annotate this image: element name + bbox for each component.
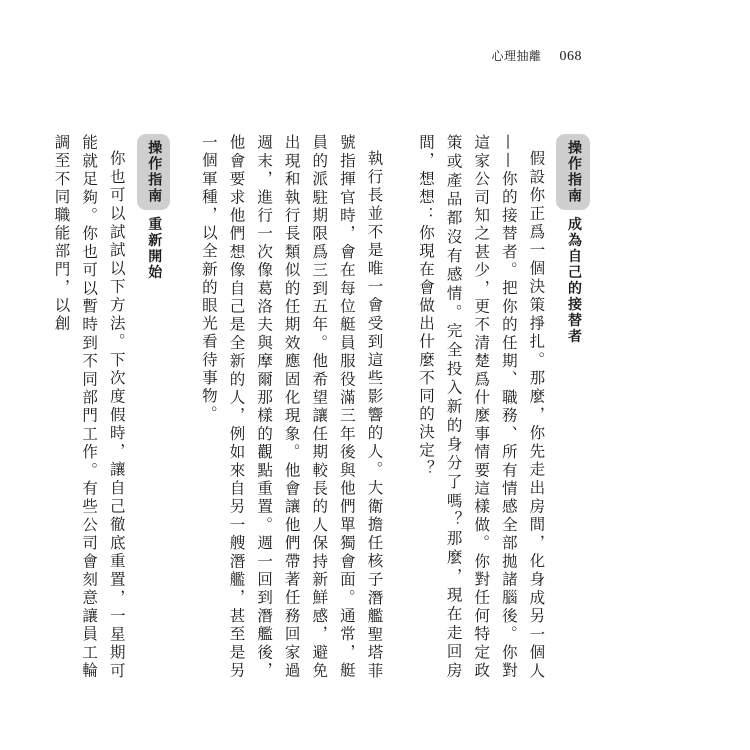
section-tag: 操作指南 [137, 134, 171, 210]
section-heading-successor [549, 134, 590, 680]
paragraph: 你也可以試試以下方法。下次度假時，讓自己徹底重置，一星期可能就足夠。你也可以暫時到不同部門工作。有些公司會刻意讓員工輪調至不同職能部門，以創 [52, 134, 126, 680]
section-title: 成為自己的接替者 [566, 216, 582, 345]
paragraph-spacer [170, 134, 194, 680]
paragraph: 假設你正爲一個決策掙扎。那麼，你先走出房間，化身成另一個人——你的接替者。把你的任期、職務、所有情感全部拋諸腦後。你對這家公司知之甚少，更不清楚爲什麼事情要這樣做。你對任何特定政策或產品都沒有感情。完全投入新的身分了嗎？那麼，現在走回房間，想想：你現在會做出什麼不同的決定？ [417, 134, 546, 680]
vertical-text-body [52, 134, 590, 680]
page-number: 068 [559, 49, 582, 64]
paragraph-spacer [387, 134, 411, 680]
section-title: 重新開始 [146, 216, 163, 281]
running-header [491, 47, 582, 65]
book-title: 心理抽離 [491, 49, 542, 63]
section-heading-restart [130, 134, 171, 680]
section-tag: 操作指南 [556, 134, 590, 210]
paragraph: 執行長並不是唯一會受到這些影響的人。大衛擔任核子潛艦聖塔菲號指揮官時，會在每位艇員服役滿三年後與他們單獨會面。通常，艇員的派駐期限爲三到五年。他希望讓任期較長的人保持新鮮感，避免出現和執行長類似的任期效應固化現象。他會讓他們帶著任務回家過週末，進行一次像葛洛夫與摩爾那樣的觀點重置。週一回到潛艦後，他會要求他們想像自己是全新的人，例如來自另一艘潛艦，甚至是另一個軍種，以全新的眼光看待事物。 [199, 134, 384, 680]
